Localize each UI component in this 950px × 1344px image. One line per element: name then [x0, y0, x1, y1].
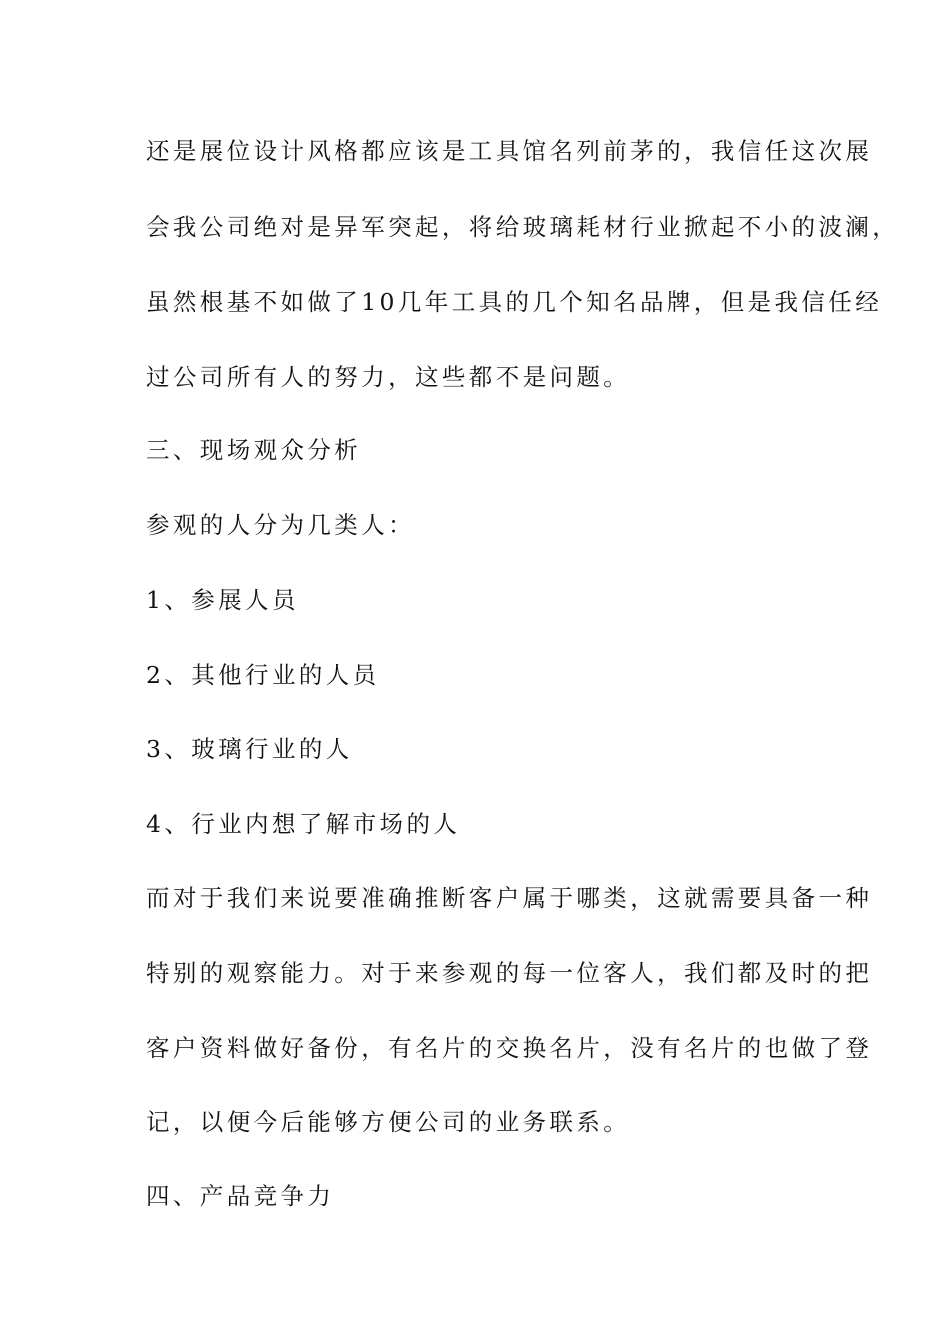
section-heading-competitiveness: 四、产品竞争力	[146, 1182, 335, 1210]
paragraph-line-9: 记，以便今后能够方便公司的业务联系。	[146, 1108, 631, 1136]
paragraph-line-6: 而对于我们来说要准确推断客户属于哪类，这就需要具备一种	[146, 884, 873, 912]
list-item-4: 4、行业内想了解市场的人	[146, 810, 461, 838]
paragraph-line-2: 会我公司绝对是异军突起，将给玻璃耗材行业掀起不小的波澜，	[146, 213, 900, 241]
paragraph-line-3: 虽然根基不如做了10几年工具的几个知名品牌，但是我信任经	[146, 288, 883, 316]
paragraph-line-7: 特别的观察能力。对于来参观的每一位客人，我们都及时的把	[146, 959, 873, 987]
paragraph-line-8: 客户资料做好备份，有名片的交换名片，没有名片的也做了登	[146, 1034, 873, 1062]
paragraph-line-5: 参观的人分为几类人：	[146, 511, 415, 539]
section-heading-audience: 三、现场观众分析	[146, 436, 362, 464]
paragraph-line-1: 还是展位设计风格都应该是工具馆名列前茅的，我信任这次展	[146, 137, 873, 165]
list-item-1: 1、参展人员	[146, 586, 299, 614]
list-item-3: 3、玻璃行业的人	[146, 735, 353, 763]
paragraph-line-4: 过公司所有人的努力，这些都不是问题。	[146, 363, 631, 391]
list-item-2: 2、其他行业的人员	[146, 661, 380, 689]
